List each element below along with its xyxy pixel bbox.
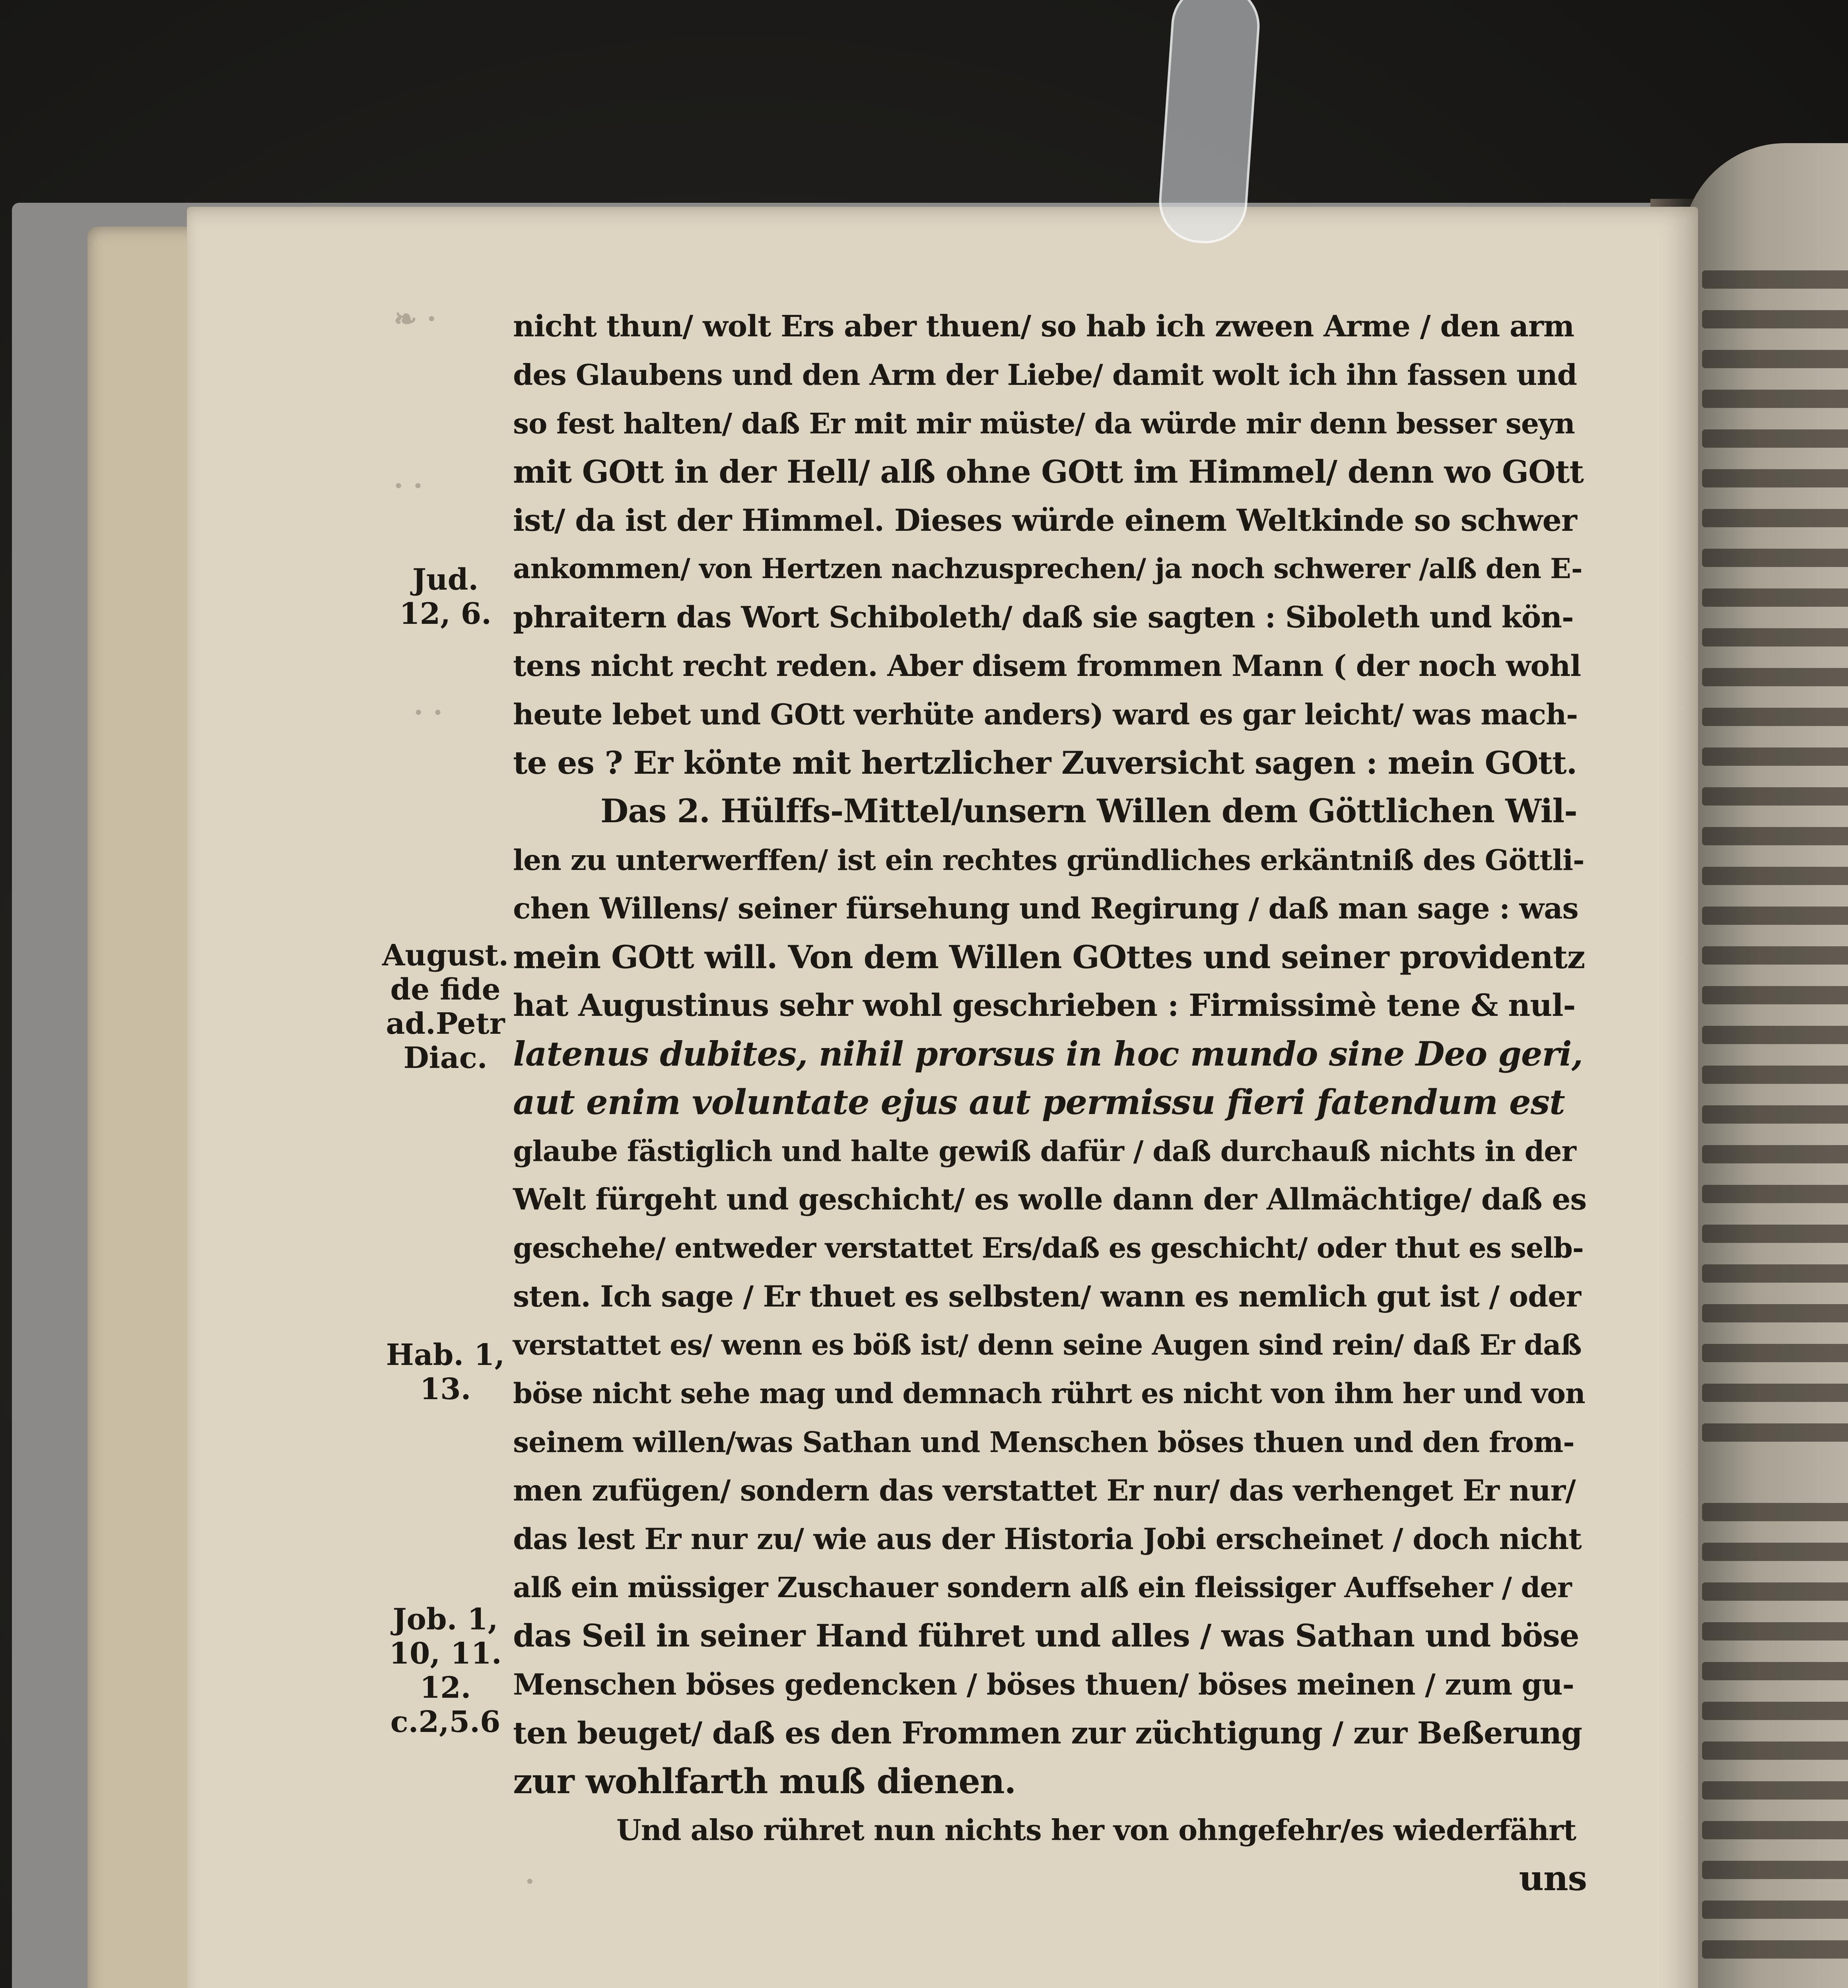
text-line: alß ein müssiger Zuschauer sondern alß ein fleissiger Auffseher / der — [513, 1571, 1572, 1604]
text-line: verstattet es/ wenn es böß ist/ denn seine Augen sind rein/ daß Er daß — [513, 1328, 1582, 1361]
text-line: ist/ da ist der Himmel. Dieses würde einem Weltkinde so schwer — [513, 503, 1577, 538]
text-line: des Glaubens und den Arm der Liebe/ damit wolt ich ihn fassen und — [513, 358, 1577, 392]
text-line: böse nicht sehe mag und demnach rührt es nicht von ihm her und von — [513, 1377, 1585, 1410]
text-line: hat Augustinus sehr wohl geschrieben : Firmissimè tene & nul- — [513, 988, 1576, 1023]
text-line: ankommen/ von Hertzen nachzusprechen/ ja noch schwerer /alß den E- — [513, 553, 1582, 585]
text-line: nicht thun/ wolt Ers aber thuen/ so hab ich zween Arme / den arm — [513, 309, 1574, 344]
text-line-latin: latenus dubites, nihil prorsus in hoc mundo sine Deo geri, — [513, 1034, 1583, 1074]
margin-note-hab: Hab. 1, 13. — [386, 1338, 505, 1406]
text-line: mein GOtt will. Von dem Willen GOttes und seiner providentz — [513, 938, 1585, 976]
text-line: len zu unterwerffen/ ist ein rechtes gründliches erkäntniß des Göttli- — [513, 843, 1584, 877]
margin-note-job: Job. 1, 10, 11. 12. c.2,5.6 — [389, 1602, 502, 1739]
text-line: tens nicht recht reden. Aber disem frommen Mann ( der noch wohl — [513, 649, 1581, 683]
bleed-through-mark: · · — [394, 469, 423, 502]
text-line: Das 2. Hülffs-Mittel/unsern Willen dem Göttlichen Wil- — [600, 792, 1577, 830]
text-line: men zufügen/ sondern das verstattet Er nur/ das verhenget Er nur/ — [513, 1474, 1576, 1508]
text-line: das lest Er nur zu/ wie aus der Historia Jobi erscheinet / doch nicht — [513, 1522, 1582, 1556]
catchword: uns — [1519, 1858, 1587, 1899]
text-line: so fest halten/ daß Er mit mir müste/ da würde mir denn besser seyn — [513, 407, 1575, 440]
top-page-clip — [1156, 0, 1263, 246]
text-line: geschehe/ entweder verstattet Ers/daß es geschicht/ oder thut es selb- — [513, 1231, 1584, 1264]
text-line: heute lebet und GOtt verhüte anders) ward es gar leicht/ was mach- — [513, 697, 1578, 731]
text-line-latin: aut enim voluntate ejus aut permissu fieri fatendum est — [513, 1082, 1565, 1122]
text-line: zur wohlfarth muß dienen. — [513, 1761, 1016, 1802]
text-line: ten beuget/ daß es den Frommen zur züchtigung / zur Beßerung — [513, 1715, 1582, 1751]
text-line: Welt fürgeht und geschicht/ es wolle dann der Allmächtige/ daß es — [513, 1182, 1587, 1217]
margin-note-august: August. de fide ad.Petr Diac. — [382, 938, 509, 1075]
text-line: chen Willens/ seiner fürsehung und Regirung / daß man sage : was — [513, 891, 1578, 926]
text-line: Menschen böses gedencken / böses thuen/ böses meinen / zum gu- — [513, 1668, 1574, 1702]
margin-note-jud: Jud. 12, 6. — [399, 563, 492, 631]
bleed-through-mark: · — [525, 1865, 535, 1898]
text-line: sten. Ich sage / Er thuet es selbsten/ wann es nemlich gut ist / oder — [513, 1279, 1581, 1314]
text-line: mit GOtt in der Hell/ alß ohne GOtt im Himmel/ denn wo GOtt — [513, 453, 1584, 490]
text-line: phraitern das Wort Schiboleth/ daß sie sagten : Siboleth und kön- — [513, 600, 1574, 635]
text-line: Und also rühret nun nichts her von ohngefehr/es wiederfährt — [616, 1813, 1576, 1847]
bleed-through-mark: · · — [414, 696, 443, 729]
facing-page-fragment — [1682, 143, 1848, 1988]
text-line: glaube fästiglich und halte gewiß dafür / daß durchauß nichts in der — [513, 1134, 1576, 1168]
text-line: seinem willen/was Sathan und Menschen böses thuen und den from- — [513, 1425, 1574, 1459]
text-line: te es ? Er könte mit hertzlicher Zuversicht sagen : mein GOtt. — [513, 744, 1577, 781]
bleed-through-mark: ❧ · — [394, 302, 437, 335]
text-line: das Seil in seiner Hand führet und alles / was Sathan und böse — [513, 1618, 1579, 1654]
